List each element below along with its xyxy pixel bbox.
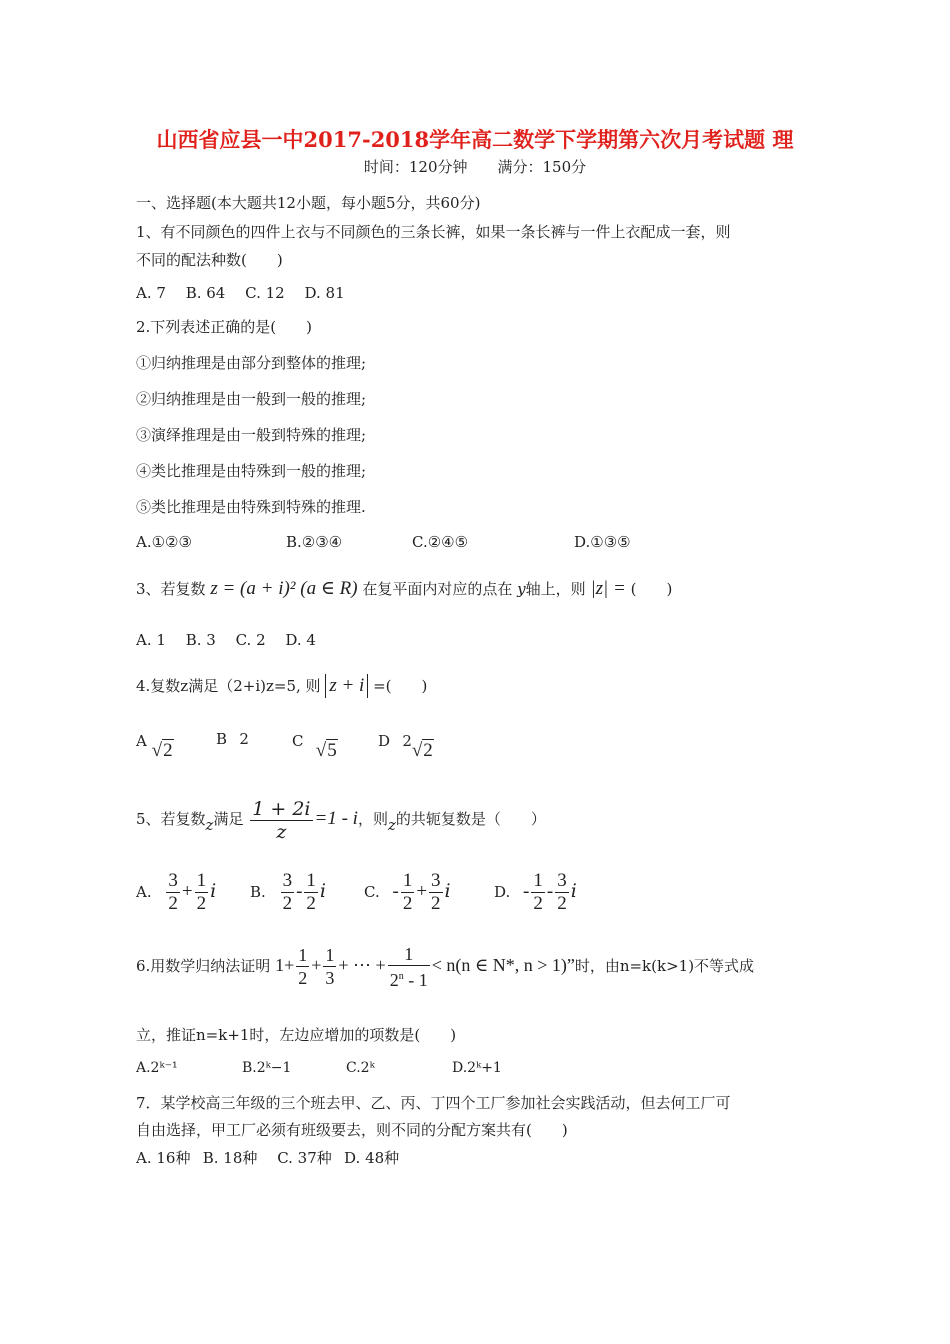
q5-option-b: B. $\frac{3}{2}$ - $\frac{1}{2}$ i [250, 870, 326, 914]
q4-option-c: C √5 [292, 732, 337, 761]
q2-item-5: ⑤类比推理是由特殊到特殊的推理. [136, 498, 366, 516]
q4-abs: z + i [325, 674, 368, 698]
q3-post: 轴上，则 [525, 580, 586, 598]
q2-option-b: B.②③④ [286, 533, 343, 551]
q3-pre: 3、若复数 [136, 580, 206, 598]
q2-item-4: ④类比推理是由特殊到一般的推理; [136, 462, 367, 480]
page-title: 山西省应县一中2017-2018学年高二数学下学期第六次月考试题 理 [156, 127, 794, 152]
q3-abs: |z| = [590, 578, 626, 599]
q5-post2: 的共轭复数是（ ） [395, 810, 546, 828]
q6-option-a: A.2ᵏ⁻¹ [136, 1060, 178, 1076]
q2-item-2: ②归纳推理是由一般到一般的推理; [136, 390, 367, 408]
q7-option-b: B. 18种 [202, 1149, 258, 1167]
q2-stem: 2.下列表述正确的是( ) [136, 318, 313, 336]
q6-stem-line2: 立，推证n=k+1时，左边应增加的项数是( ) [136, 1026, 457, 1044]
q2-option-c: C.②④⑤ [412, 533, 469, 551]
q6-post: 时，由n=k(k>1)不等式成 [574, 957, 755, 975]
q3-option-d: D. 4 [285, 631, 316, 649]
q3-stem [136, 574, 672, 604]
q4-option-b: B 2 [216, 730, 249, 748]
q2-option-d: D.①③⑤ [574, 533, 631, 551]
q5-stem: 5、若复数z满足 $\frac{1 + 2i}{z}$ =1 - i，则z的共轭复数是（ ） [136, 797, 546, 843]
exam-info [0, 156, 950, 177]
q7-stem-line1: 7．某学校高三年级的三个班去甲、乙、丙、丁四个工厂参加社会实践活动，但去何工厂可 [136, 1094, 731, 1112]
q6-formula: 1+ $\frac{1}{2}$ + $\frac{1}{3}$ + ⋯ + $\frac{1}{2^n - 1}$ < n(n ∈ N*, n > 1)” [275, 943, 575, 990]
q3-option-c: C. 2 [235, 631, 266, 649]
q7-option-d: D. 48种 [344, 1149, 400, 1167]
q3-option-a: A. 1 [136, 631, 166, 649]
q5-post1: ，则 [357, 810, 388, 828]
section-heading: 一、选择题(本大题共12小题，每小题5分，共60分) [136, 194, 481, 212]
q3-formula: z = (a + i)² (a ∈ R) [210, 578, 358, 599]
q5-fraction: $\frac{1 + 2i}{z}$ [252, 797, 311, 843]
q3-end: ( ) [630, 580, 673, 598]
q4-option-d: D 2√2 [378, 732, 433, 761]
q1-stem-line1: 1、有不同颜色的四件上衣与不同颜色的三条长裤，如果一条长裤与一件上衣配成一套，则 [136, 223, 731, 241]
q1-stem-line2: 不同的配法种数( ) [136, 251, 283, 269]
q4-stem [136, 672, 427, 700]
q6-pre: 6.用数学归纳法证明 [136, 957, 271, 975]
q7-option-c: C. 37种 [277, 1149, 332, 1167]
q4-pre: 4.复数z满足（2+i)z=5, 则 [136, 677, 321, 695]
q5-option-d: D. - $\frac{1}{2}$ - $\frac{3}{2}$ i [494, 870, 577, 914]
q5-option-a: A. $\frac{3}{2}$ + $\frac{1}{2}$ i [136, 870, 217, 914]
q6-stem [136, 940, 754, 991]
exam-time: 时间：120分钟 [363, 158, 468, 176]
q3-options [136, 630, 316, 650]
q1-options [136, 283, 345, 303]
q3-mid: 在复平面内对应的点在 [362, 580, 513, 598]
q1-option-b: B. 64 [185, 284, 226, 302]
q5-option-c: C. - $\frac{1}{2}$ + $\frac{3}{2}$ i [364, 870, 451, 914]
q5-rhs: =1 - i [314, 808, 358, 829]
q6-option-c: C.2ᵏ [346, 1060, 375, 1076]
q7-stem-line2: 自由选择，甲工厂必须有班级要去，则不同的分配方案共有( ) [136, 1121, 568, 1139]
q4-option-a: A √2 [136, 732, 173, 761]
q1-option-c: C. 12 [245, 284, 285, 302]
q1-option-a: A. 7 [136, 284, 166, 302]
q1-option-d: D. 81 [304, 284, 345, 302]
q7-options [136, 1148, 399, 1168]
q2-item-3: ③演绎推理是由一般到特殊的推理; [136, 426, 367, 444]
q3-option-b: B. 3 [185, 631, 216, 649]
q5-z: z [205, 816, 214, 834]
q2-item-1: ①归纳推理是由部分到整体的推理; [136, 354, 367, 372]
q2-option-a: A.①②③ [136, 533, 192, 551]
exam-score: 满分：150分 [497, 158, 587, 176]
q6-option-d: D.2ᵏ+1 [452, 1060, 502, 1076]
q4-post: =( ) [373, 677, 428, 695]
q6-option-b: B.2ᵏ−1 [242, 1060, 292, 1076]
q7-option-a: A. 16种 [136, 1149, 191, 1167]
q5-mid: 满足 [213, 810, 244, 828]
q5-pre: 5、若复数 [136, 810, 206, 828]
q3-var: y [517, 580, 526, 598]
